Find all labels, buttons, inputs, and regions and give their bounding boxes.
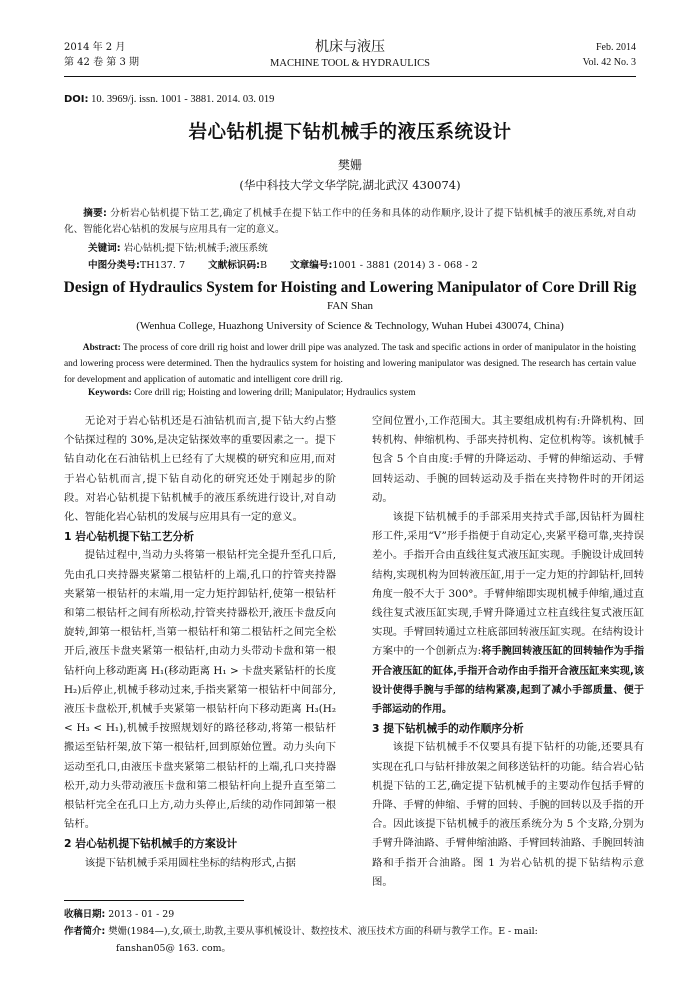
header-volume-en: Vol. 42 No. 3	[582, 57, 636, 68]
section-2-paragraph-2	[372, 508, 644, 719]
section-3-heading: 3 提下钻机械手的动作顺序分析	[372, 722, 524, 736]
body-column-left	[64, 412, 336, 873]
section-2-paragraph-start: 该提下钻机械手采用圆柱坐标的结构形式,占据	[84, 856, 296, 869]
header-date-en: Feb. 2014	[596, 42, 636, 53]
keywords-text-cn: 岩心钻机;提下钻;机械手;液压系统	[123, 243, 268, 254]
doi-line	[64, 94, 274, 105]
doi-label: DOI:	[64, 94, 89, 105]
affiliation-en: (Wenhua College, Huazhong University of Science & Technology, Wuhan Hubei 430074, China)	[136, 320, 564, 332]
keywords-en	[88, 388, 416, 398]
author-en: FAN Shan	[327, 300, 373, 312]
keywords-label-cn: 关键词:	[88, 243, 121, 254]
section-2-heading: 2 岩心钻机提下钻机械手的方案设计	[64, 837, 238, 851]
author-cn: 樊姗	[337, 158, 362, 172]
clc-label: 中图分类号:	[88, 260, 140, 271]
paper-title-en: Design of Hydraulics System for Hoisting and Lowering Manipulator of Core Drill Rig	[63, 279, 637, 296]
journal-name-cn: 机床与液压	[315, 39, 385, 55]
section-1-paragraph: 提钻过程中,当动力头将第一根钻杆完全提升至孔口后,先由孔口夹持器夹紧第二根钻杆的上端,孔口的拧管夹持器夹紧第一根钻杆的末端,用一定力矩拧卸钻杆,使第一根钻杆和第二根钻杆之间有所松动,拧管夹持器松开,液压卡盘反向旋转,卸第一根钻杆,当第一根钻杆和第二根钻杆之间完全松开后,液压卡盘夹紧第一根钻杆,由动力头带动卡盘和第一根钻杆向上移动距离 H₁(移动距离 H₁ > 卡盘夹紧钻杆的长度 H₂)后停止,机械手移动过来,手指夹紧第一根钻杆中间部分,液压卡盘松开,机械手夹紧第一根钻杆向下移动距离 H₃(H₂ < H₃ < H₁),机械手按照规划好的路径移动,将第一根钻杆搬运至钻杆架,放下第一根钻杆,回到原始位置。动力头向下运动至孔口,由液压卡盘夹紧第二根钻杆的上端,孔口夹持器松开,动力头带动液压卡盘和第二根钻杆向上提升直至第二根钻杆完全在孔口上方,动力头停止,后续的动作同卸第一根钻杆。	[64, 549, 336, 831]
bio-label: 作者简介:	[64, 926, 106, 937]
section-2-innovation-text: 将手腕回转液压缸的回转轴作为手指开合液压缸的缸体,手指开合动作由手指开合液压缸来实现,该设计使得手腕与手部的结构紧凑,起到了减小手部质量、便于手部运动的作用。	[372, 646, 645, 716]
doi-value: 10. 3969/j. issn. 1001 - 3881. 2014. 03. 019	[91, 94, 275, 105]
received-date-line	[64, 906, 636, 923]
bio-text: 樊姗(1984—),女,硕士,助教,主要从事机械设计、数控技术、液压技术方面的科研与教学工作。E - mail:	[108, 926, 538, 937]
footnote-divider	[64, 900, 244, 901]
footnote	[64, 906, 636, 957]
keywords-cn	[88, 240, 268, 254]
header-issue-en	[583, 40, 636, 70]
author-bio-line	[64, 923, 636, 940]
header-date-cn: 2014 年 2 月	[64, 42, 126, 53]
intro-paragraph: 无论对于岩心钻机还是石油钻机而言,提下钻大约占整个钻探过程的 30%,是决定钻探效率的重要因素之一。提下钻自动化在石油钻机上已经有了大规模的研究和应用,而对于岩心钻机而言,提下钻自动化的研究还处于刚起步的阶段。对岩心钻机提下钻机械手的液压系统进行设计,对自动化、智能化岩心钻机的发展与应用具有一定的意义。	[64, 415, 336, 524]
abstract-label-en: Abstract:	[82, 343, 121, 353]
journal-name-en: MACHINE TOOL & HYDRAULICS	[270, 58, 430, 69]
abstract-text-en: The process of core drill rig hoist and lower drill pipe was analyzed. The task and specific actions in order of manipulator in the hoisting and lowering process were determined. Then the hydraulics system for hoisting and lowering manipulator was designed. The research has certain value for development and application of automatic and intelligent core drill rig.	[64, 343, 636, 385]
header-divider	[64, 76, 636, 77]
keywords-text-en: Core drill rig; Hoisting and lowering drill; Manipulator; Hydraulics system	[134, 388, 416, 398]
abstract-text-cn: 分析岩心钻机提下钻工艺,确定了机械手在提下钻工作中的任务和具体的动作顺序,设计了提下钻机械手的液压系统,对自动化、智能化岩心钻机的发展与应用具有一定的意义。	[64, 208, 636, 235]
article-no-label: 文章编号:	[290, 260, 333, 271]
affiliation-cn: (华中科技大学文华学院,湖北武汉 430074)	[239, 178, 461, 192]
abstract-cn	[64, 206, 636, 238]
abstract-en	[64, 340, 636, 388]
header-volume-cn: 第 42 卷 第 3 期	[64, 57, 139, 68]
section-2-paragraph-2-text: 该提下钻机械手的手部采用夹持式手部,因钻杆为圆柱形工件,采用“V”形手指便于自动定心,夹紧平稳可靠,夹持误差小。手指开合由直线往复式液压缸实现。手腕设计成回转结构,实现机构为回转液压缸,用于一定力矩的拧卸钻杆,回转角度一般不大于 300°。手臂伸缩即实现机械手伸缩,通过直线往复式液压缸实现,手臂升降通过立柱直线往复式液压缸实现。手臂回转通过立柱底部回转液压缸实现。在结构设计方案中的一个创新点为:	[372, 511, 644, 658]
keywords-label-en: Keywords:	[88, 388, 132, 398]
section-1-heading: 1 岩心钻机提下钻工艺分析	[64, 530, 195, 544]
abstract-label-cn: 摘要:	[83, 208, 107, 219]
section-2-paragraph-cont: 空间位置小,工作范围大。其主要组成机构有:升降机构、回转机构、伸缩机构、手部夹持机构、定位机构等。该机械手包含 5 个自由度:手臂的升降运动、手臂的伸缩运动、手臂回转运动、手腕的回转运动及手指在夹持物件时的开闭运动。	[372, 415, 644, 504]
header-journal	[64, 38, 636, 71]
body-column-right	[372, 412, 644, 892]
received-date: 2013 - 01 - 29	[108, 909, 175, 920]
section-3-paragraph: 该提下钻机械手不仅要具有提下钻杆的功能,还要具有实现在孔口与钻杆排放架之间移送钻杆的功能。结合岩心钻机提下钻的工艺,确定提下钻机械手的主要动作包括手臂的升降、手臂的伸缩、手臂的回转、手腕的回转以及手指的开合。因此该提下钻机械手的液压系统分为 5 个支路,分别为手臂升降油路、手臂伸缩油路、手臂回转油路、手腕回转油路和手指开合油路。图 1 为岩心钻机的提下钻结构示意图。	[372, 741, 644, 888]
running-header	[64, 38, 636, 78]
article-no-value: 1001 - 3881 (2014) 3 - 068 - 2	[332, 260, 478, 271]
received-label: 收稿日期:	[64, 909, 106, 920]
clc-value: TH137. 7	[139, 260, 186, 271]
classification-line	[88, 257, 648, 271]
paper-title-cn: 岩心钻机提下钻机械手的液压系统设计	[188, 122, 512, 143]
doc-code-value: B	[259, 260, 268, 271]
doc-code-label: 文献标识码:	[208, 260, 260, 271]
author-email: fanshan05@ 163. com。	[116, 943, 231, 954]
